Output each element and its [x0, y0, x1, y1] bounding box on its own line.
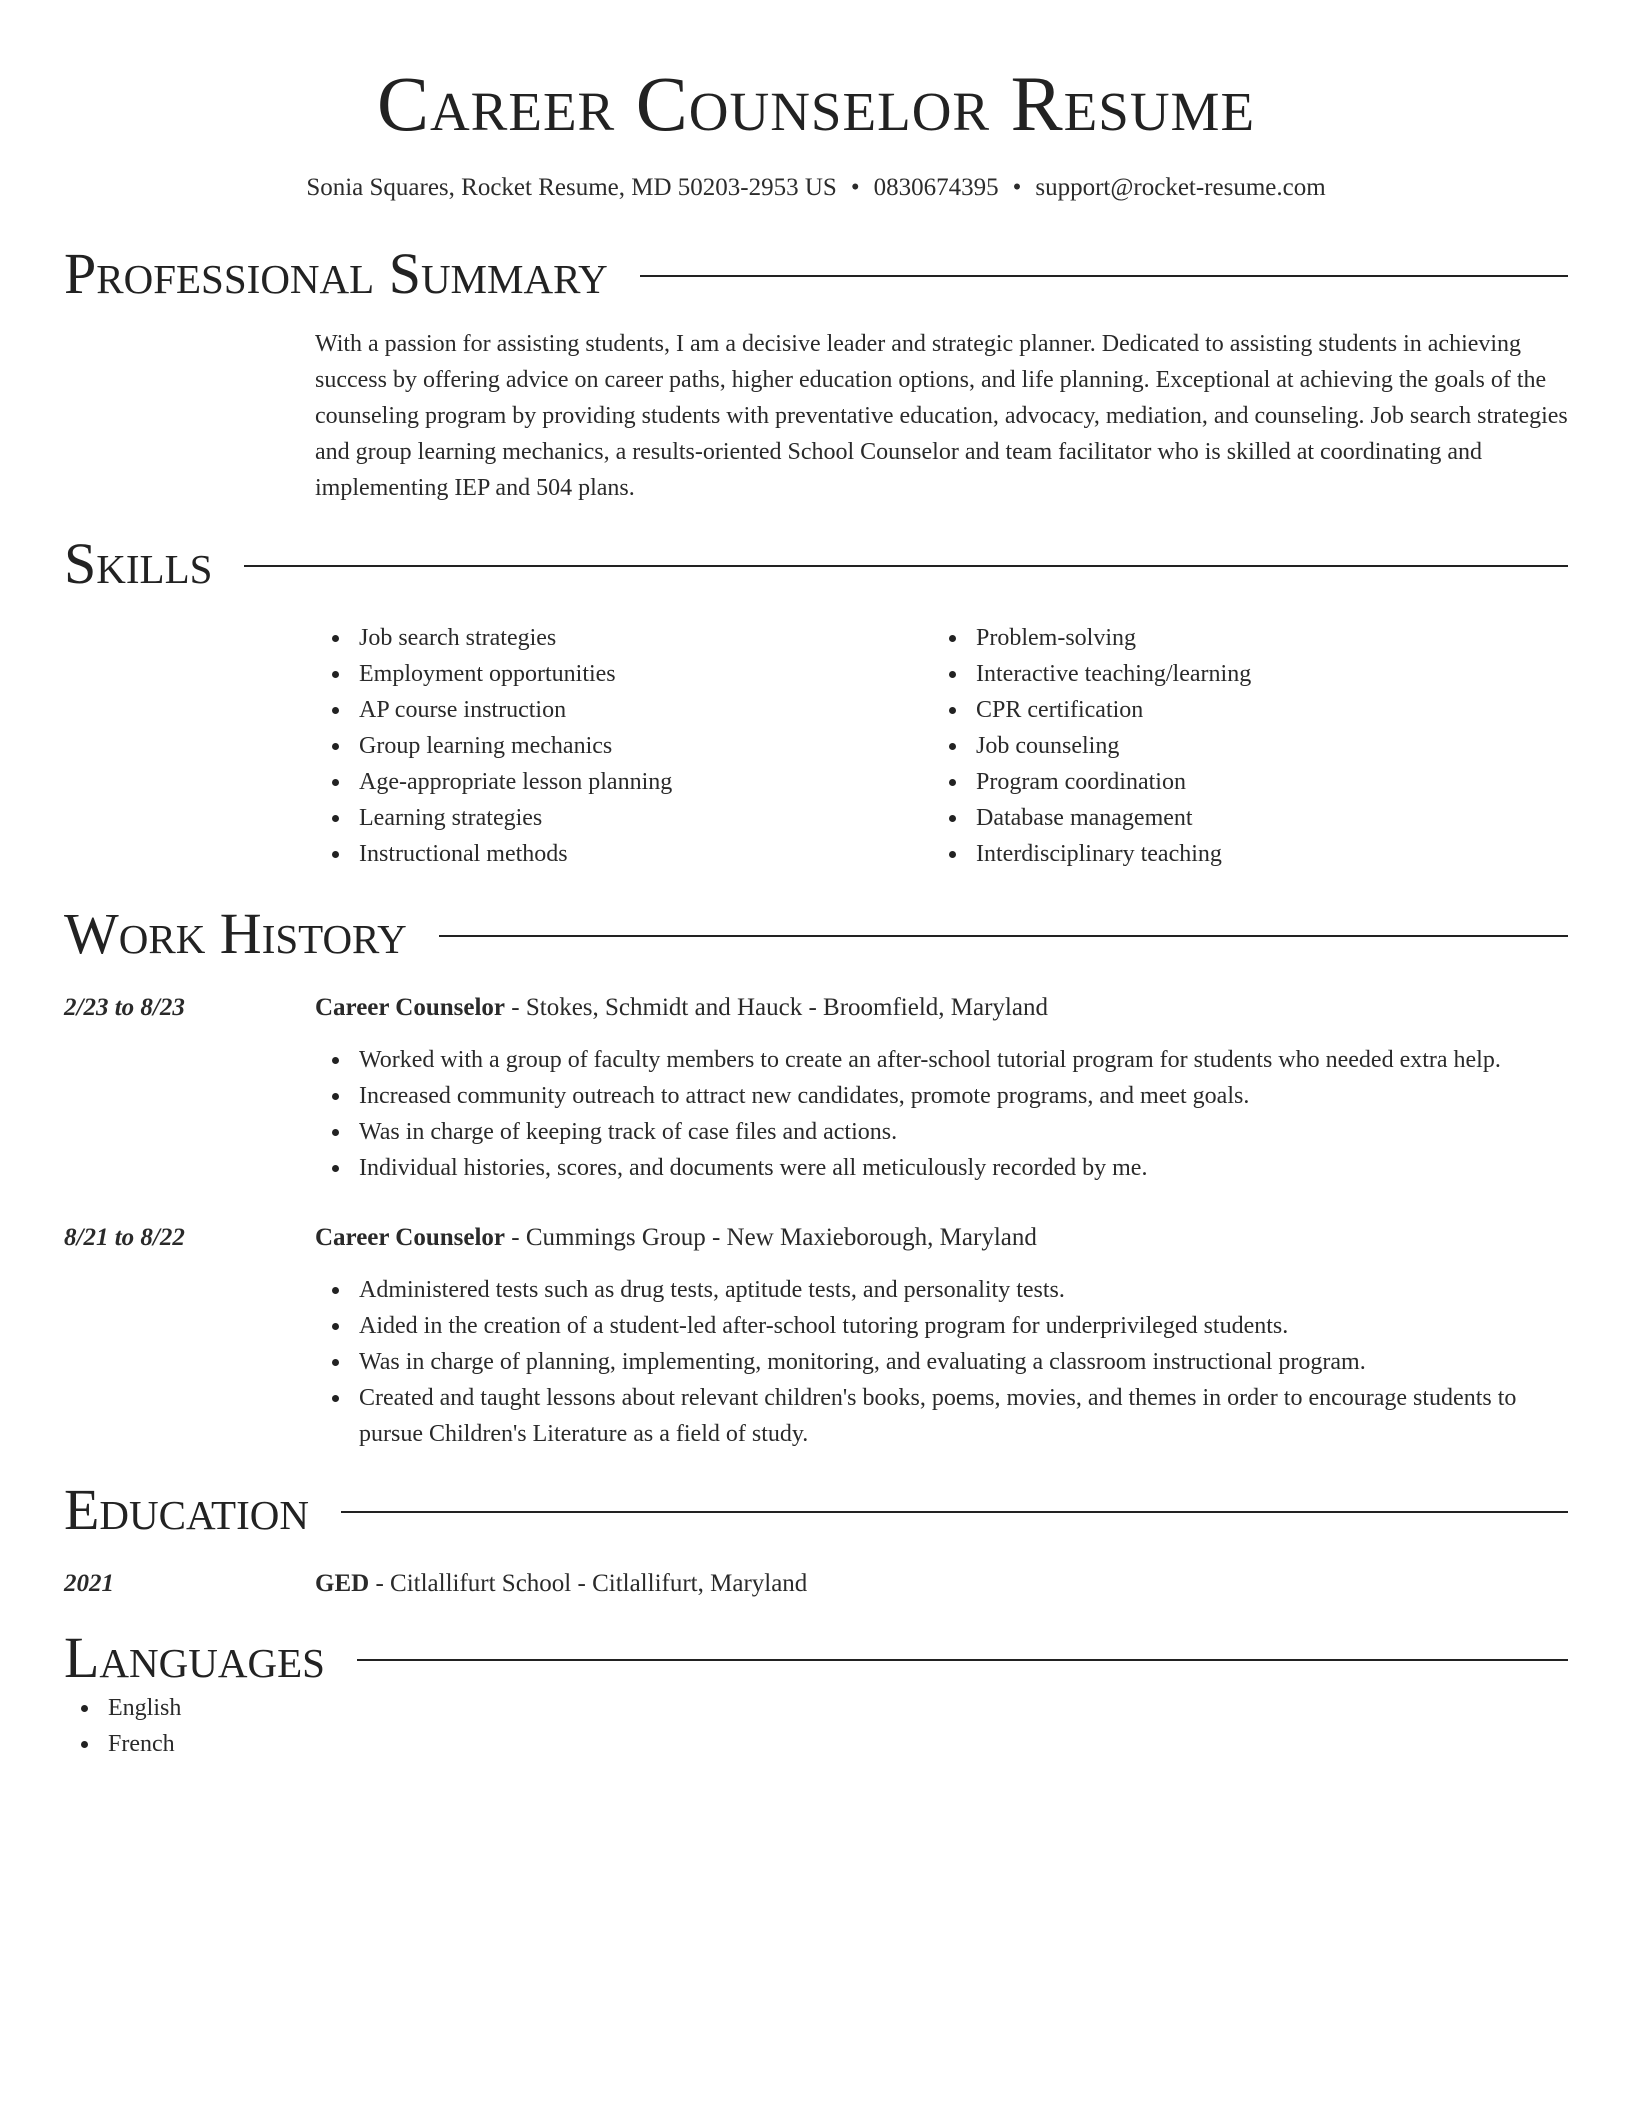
- job-title: Career Counselor: [315, 994, 506, 1021]
- section-divider: [244, 565, 1568, 567]
- page-title: Career Counselor Resume: [376, 60, 1256, 147]
- job-bullet: Administered tests such as drug tests, aptitude tests, and personality tests.: [315, 1272, 1568, 1308]
- contact-separator: •: [850, 174, 860, 201]
- job-heading: [315, 1220, 1568, 1256]
- skill-item: Program coordination: [932, 764, 1549, 800]
- skill-item: Problem-solving: [932, 620, 1549, 656]
- skill-item: Interactive teaching/learning: [932, 656, 1549, 692]
- languages-section-header: [64, 1626, 1568, 1690]
- job-bullet: Individual histories, scores, and documents were all meticulously recorded by me.: [315, 1150, 1568, 1186]
- skill-item: AP course instruction: [315, 692, 932, 728]
- skills-column-right: [932, 620, 1549, 872]
- education-heading-line: [315, 1566, 1568, 1602]
- skill-item: Database management: [932, 800, 1549, 836]
- job-entry: [64, 1220, 1568, 1452]
- education-heading: Education: [64, 1477, 309, 1542]
- summary-section-header: [64, 242, 1568, 306]
- skill-item: Group learning mechanics: [315, 728, 932, 764]
- language-item: French: [64, 1726, 1568, 1762]
- work-heading: Work History: [64, 901, 407, 966]
- job-bullets: [315, 1042, 1568, 1186]
- education-details: - Citlallifurt School - Citlallifurt, Maryland: [369, 1570, 808, 1597]
- education-section-header: [64, 1478, 1568, 1542]
- job-bullets: [315, 1272, 1568, 1452]
- summary-heading: Professional Summary: [64, 241, 608, 306]
- job-bullet: Created and taught lessons about relevant children's books, poems, movies, and themes in order to encourage students to pursue Children's Literature as a field of study.: [315, 1380, 1568, 1452]
- summary-text: With a passion for assisting students, I am a decisive leader and strategic planner. Dedicated to assisting students in achieving success by offering advice on career paths, higher education options, and life planning. Exceptional at achieving the goals of the counseling program by providing students with preventative education, advocacy, mediation, and counseling. Job search strategies and group learning mechanics, a results-oriented School Counselor and team facilitator who is skilled at coordinating and implementing IEP and 504 plans.: [315, 331, 1568, 501]
- contact-address: Sonia Squares, Rocket Resume, MD 50203-2953 US: [306, 174, 837, 201]
- skills-heading: Skills: [64, 531, 213, 596]
- job-title: Career Counselor: [315, 1224, 506, 1251]
- contact-email: support@rocket-resume.com: [1035, 174, 1326, 201]
- section-divider: [341, 1511, 1568, 1513]
- job-details: - Cummings Group - New Maxieborough, Maryland: [505, 1224, 1037, 1251]
- work-section-header: [64, 902, 1568, 966]
- section-divider: [640, 275, 1568, 277]
- skills-column-left: [315, 620, 932, 872]
- resume-page: [64, 0, 1568, 1762]
- skill-item: Job search strategies: [315, 620, 932, 656]
- languages-heading: Languages: [64, 1625, 325, 1690]
- job-entry: [64, 990, 1568, 1186]
- job-bullet: Worked with a group of faculty members to create an after-school tutorial program for students who needed extra help.: [315, 1042, 1568, 1078]
- skill-item: CPR certification: [932, 692, 1549, 728]
- job-bullet: Increased community outreach to attract new candidates, promote programs, and meet goals.: [315, 1078, 1568, 1114]
- education-date: 2021: [64, 1570, 114, 1597]
- contact-line: [64, 172, 1568, 204]
- contact-separator: •: [1012, 174, 1022, 201]
- skill-item: Job counseling: [932, 728, 1549, 764]
- skills-list: [315, 620, 1568, 872]
- job-bullet: Was in charge of keeping track of case files and actions.: [315, 1114, 1568, 1150]
- job-bullet: Was in charge of planning, implementing, monitoring, and evaluating a classroom instructional program.: [315, 1344, 1568, 1380]
- section-divider: [439, 935, 1568, 937]
- languages-list: [64, 1690, 1568, 1762]
- education-entry: [64, 1566, 1568, 1602]
- job-heading: [315, 990, 1568, 1026]
- section-divider: [357, 1659, 1568, 1661]
- skill-item: Age-appropriate lesson planning: [315, 764, 932, 800]
- job-date: 2/23 to 8/23: [64, 994, 185, 1021]
- skill-item: Interdisciplinary teaching: [932, 836, 1549, 872]
- job-details: - Stokes, Schmidt and Hauck - Broomfield, Maryland: [505, 994, 1048, 1021]
- skill-item: Instructional methods: [315, 836, 932, 872]
- education-degree: GED: [315, 1570, 370, 1597]
- job-date: 8/21 to 8/22: [64, 1224, 185, 1251]
- skill-item: Learning strategies: [315, 800, 932, 836]
- contact-phone: 0830674395: [873, 174, 999, 201]
- skills-section-header: [64, 532, 1568, 596]
- skill-item: Employment opportunities: [315, 656, 932, 692]
- job-bullet: Aided in the creation of a student-led after-school tutoring program for underprivileged students.: [315, 1308, 1568, 1344]
- language-item: English: [64, 1690, 1568, 1726]
